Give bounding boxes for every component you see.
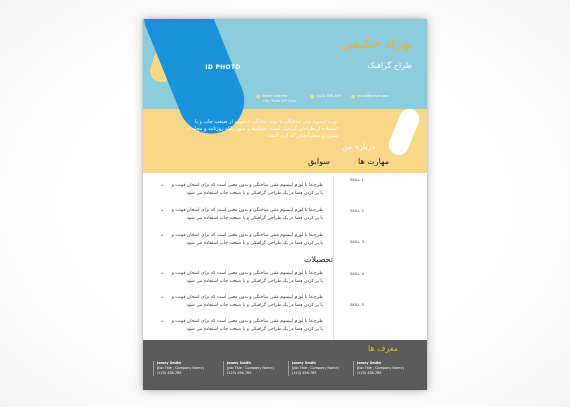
reference-name: Jamey Smith xyxy=(292,361,316,365)
resume-page xyxy=(143,19,427,390)
skill-item: SKILL 2 xyxy=(350,208,364,213)
entry-line: یا پر کردن فضا در یک طراحی گرافیکی و یا صنعت چاپ استفاده می شود. xyxy=(185,278,323,284)
address-line-2: City, State ZIP Code xyxy=(262,98,297,103)
education-entry xyxy=(161,318,323,333)
history-entry xyxy=(161,207,323,222)
bullet-icon: • xyxy=(161,295,164,300)
bullet-icon: • xyxy=(161,319,164,324)
contact-phone xyxy=(310,94,341,100)
entry-line: طرح‌نما یا لورم ایپسوم متنی ساختگی و بدون معنی است که برای امتحان فونت و xyxy=(171,295,323,300)
contact-address xyxy=(256,94,296,103)
about-title: درباره من xyxy=(341,142,375,151)
entry-line: یا پر کردن فضا در یک طراحی گرافیکی و یا صنعت چاپ استفاده می شود. xyxy=(185,190,323,196)
reference-job: [Job Title ; Company Name] xyxy=(357,366,404,370)
references-title: معرف ها xyxy=(367,344,398,353)
skill-item: SKILL 5 xyxy=(350,302,364,307)
column-divider xyxy=(333,176,334,348)
education-entry xyxy=(161,270,323,285)
job-title: طراح گرافیک xyxy=(367,61,412,70)
reference-phone: (123) 456-789 xyxy=(157,371,182,375)
bullet-icon: • xyxy=(161,208,164,213)
education-title: تحصیلات xyxy=(304,255,334,264)
phone-number: (123) 456-789 xyxy=(316,94,341,98)
reference-card xyxy=(353,361,409,376)
reference-job: [Job Title ; Company Name] xyxy=(227,366,274,370)
skill-item: SKILL 4 xyxy=(350,271,364,276)
reference-phone: (123) 456-789 xyxy=(227,371,252,375)
entry-line: یا پر کردن فضا در یک طراحی گرافیکی و یا صنعت چاپ استفاده می شود. xyxy=(185,326,323,332)
skill-item: SKILL 3 xyxy=(350,239,364,244)
about-text: لورم ایپسوم متن ساختگی با تولید سادگی نامفهوم از صنعت چاپ و با استفاده از طراحان گرافیک است. چاپگرها و متون بلکه روزنامه و مجله در ستون و سطرآنچنان که لازم است. xyxy=(185,119,338,139)
reference-card xyxy=(288,361,344,376)
history-entry xyxy=(161,182,323,197)
reference-name: Jamey Smith xyxy=(157,361,181,365)
reference-card xyxy=(223,361,279,376)
bullet-icon: • xyxy=(161,183,164,188)
location-pin-icon: ● xyxy=(256,94,261,100)
phone-icon: ● xyxy=(310,94,315,100)
email-address: email@server.com xyxy=(357,94,389,98)
reference-name: Jamey Smith xyxy=(227,361,251,365)
entry-line: طرح‌نما یا لورم ایپسوم متنی ساختگی و بدون معنی است که برای امتحان فونت و xyxy=(171,319,323,324)
mail-icon: ● xyxy=(351,94,356,100)
id-photo-label: ID PHOTO xyxy=(205,64,241,71)
bullet-icon: • xyxy=(161,233,164,238)
skill-item: SKILL 1 xyxy=(350,177,364,182)
reference-job: [Job Title ; Company Name] xyxy=(157,366,204,370)
education-entry xyxy=(161,294,323,309)
history-entry xyxy=(161,232,323,247)
entry-line: یا پر کردن فضا در یک طراحی گرافیکی و یا صنعت چاپ استفاده می شود. xyxy=(185,302,323,308)
entry-line: طرح‌نما یا لورم ایپسوم متنی ساختگی و بدون معنی است که برای امتحان فونت و xyxy=(171,271,323,276)
reference-phone: (123) 456-789 xyxy=(357,371,382,375)
entry-line: طرح‌نما یا لورم ایپسوم متنی ساختگی و بدون معنی است که برای امتحان فونت و xyxy=(171,183,323,188)
entry-line: یا پر کردن فضا در یک طراحی گرافیکی و یا صنعت چاپ استفاده می شود. xyxy=(185,240,323,246)
entry-line: طرح‌نما یا لورم ایپسوم متنی ساختگی و بدون معنی است که برای امتحان فونت و xyxy=(171,233,323,238)
reference-job: [Job Title ; Company Name] xyxy=(292,366,339,370)
history-title: سوابق xyxy=(308,157,330,166)
reference-card xyxy=(153,361,209,376)
entry-line: یا پر کردن فضا در یک طراحی گرافیکی و یا صنعت چاپ استفاده می شود. xyxy=(185,215,323,221)
address-line-1: Street Address xyxy=(262,94,288,98)
person-name: بهراد حکیمی xyxy=(339,36,413,52)
reference-phone: (123) 456-789 xyxy=(292,371,317,375)
contact-email xyxy=(351,94,389,100)
bullet-icon: • xyxy=(161,271,164,276)
reference-name: Jamey Smith xyxy=(357,361,381,365)
skills-title: مهارت ها xyxy=(358,157,390,166)
entry-line: طرح‌نما یا لورم ایپسوم متنی ساختگی و بدون معنی است که برای امتحان فونت و xyxy=(171,208,323,213)
